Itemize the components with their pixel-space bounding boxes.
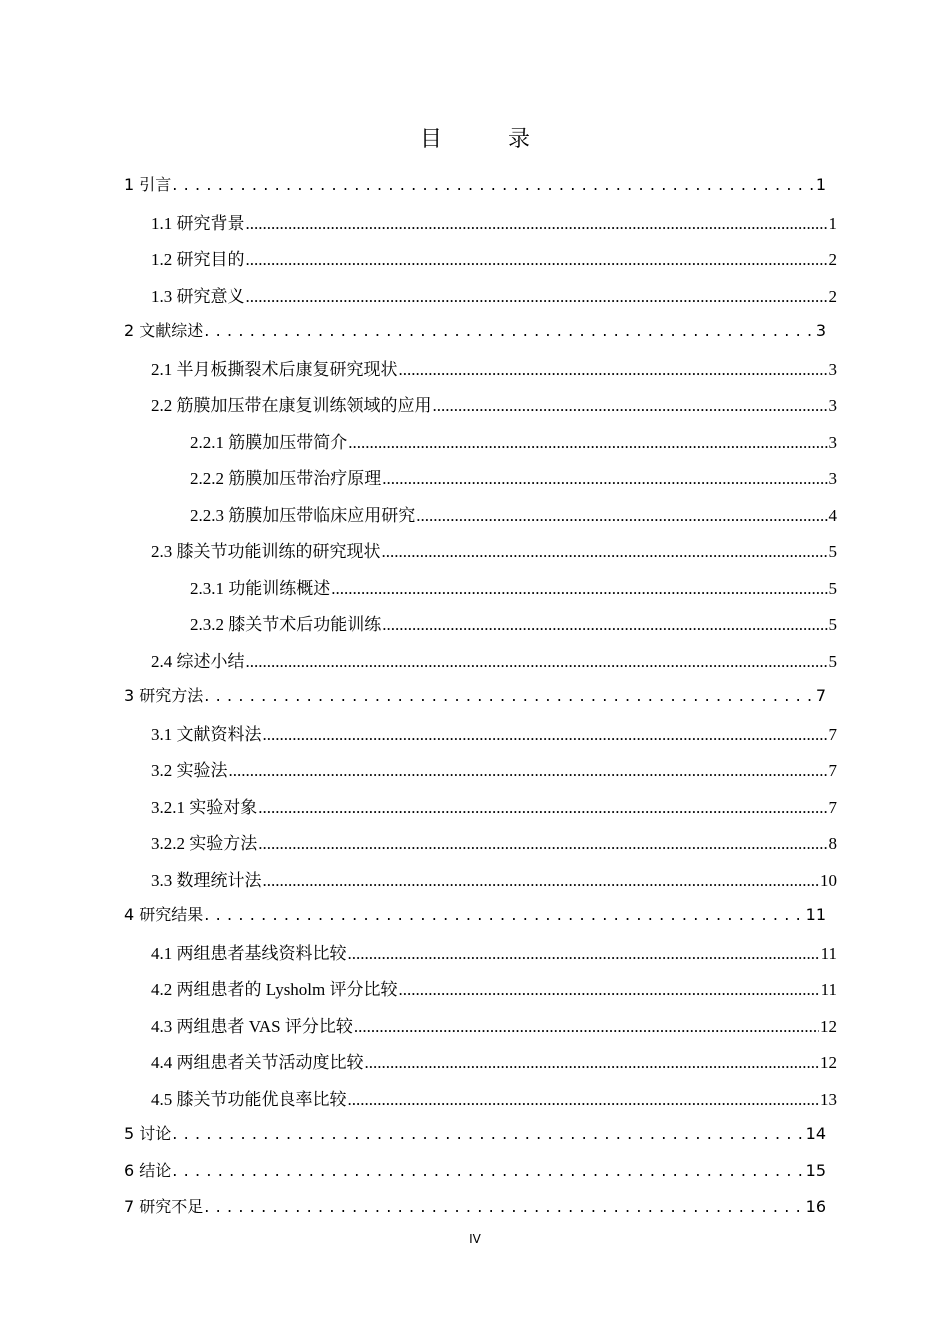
toc-entry[interactable] xyxy=(124,902,826,932)
toc-entry-page-number: 2 xyxy=(828,250,837,269)
toc-leader-dots xyxy=(382,615,827,635)
toc-entry-label: 2.2.3 筋膜加压带临床应用研究 xyxy=(190,505,416,525)
toc-entry-label: 1.1 研究背景 xyxy=(151,213,245,233)
toc-entry[interactable] xyxy=(190,501,837,531)
toc-entry-label: 3.2 实验法 xyxy=(151,761,228,780)
toc-entry[interactable] xyxy=(151,1048,837,1078)
toc-entry-label: 4.2 两组患者的 Lysholm 评分比较 xyxy=(151,980,398,999)
toc-entry-label: 5 讨论 xyxy=(124,1124,172,1143)
toc-leader-dots xyxy=(172,1124,804,1143)
toc-leader-dots xyxy=(348,944,820,964)
toc-entry-label: 2.2.1 筋膜加压带简介 xyxy=(190,432,348,452)
toc-entry-label: 2.2.2 筋膜加压带治疗原理 xyxy=(190,469,382,488)
toc-entry-page-number: 15 xyxy=(805,1160,826,1180)
toc-entry-label: 3.3 数理统计法 xyxy=(151,870,262,890)
toc-entry-page-number: 5 xyxy=(828,651,837,671)
toc-entry[interactable] xyxy=(151,720,837,750)
toc-leader-dots xyxy=(354,1017,819,1037)
toc-leader-dots xyxy=(204,321,815,340)
toc-leader-dots xyxy=(204,905,804,924)
toc-entry-label: 2.2 筋膜加压带在康复训练领域的应用 xyxy=(151,396,432,415)
toc-leader-dots xyxy=(433,396,828,416)
toc-leader-dots xyxy=(416,506,827,526)
toc-entry-page-number: 7 xyxy=(828,797,837,817)
toc-entry-page-number: 2 xyxy=(828,286,837,306)
toc-entry-page-number: 7 xyxy=(828,761,837,780)
toc-entry-page-number: 1 xyxy=(815,175,826,194)
toc-leader-dots xyxy=(263,725,828,745)
toc-entry-page-number: 7 xyxy=(828,724,837,744)
toc-leader-dots xyxy=(263,871,820,891)
toc-entry[interactable] xyxy=(124,1158,826,1188)
toc-entry[interactable] xyxy=(151,939,837,969)
toc-entry[interactable] xyxy=(190,464,837,494)
toc-entry-label: 7 研究不足 xyxy=(124,1197,204,1216)
toc-leader-dots xyxy=(172,1161,804,1180)
toc-entry-page-number: 3 xyxy=(828,432,837,452)
toc-entry-label: 4.3 两组患者 VAS 评分比较 xyxy=(151,1016,353,1036)
toc-entry-label: 3 研究方法 xyxy=(124,686,204,705)
toc-entry-label: 2 文献综述 xyxy=(124,321,204,340)
toc-entry-label: 2.3.1 功能训练概述 xyxy=(190,578,331,598)
toc-entry-page-number: 14 xyxy=(805,1124,826,1143)
toc-entry[interactable] xyxy=(151,647,837,677)
toc-entry[interactable] xyxy=(151,282,837,312)
toc-entry[interactable] xyxy=(151,756,837,786)
toc-entry-page-number: 7 xyxy=(815,686,826,705)
toc-entry[interactable] xyxy=(151,391,837,421)
toc-leader-dots xyxy=(382,542,828,562)
toc-entry-label: 4.4 两组患者关节活动度比较 xyxy=(151,1053,364,1072)
toc-entry-page-number: 1 xyxy=(828,213,837,233)
toc-leader-dots xyxy=(246,287,828,307)
toc-entry-page-number: 11 xyxy=(805,905,826,924)
toc-entry-page-number: 5 xyxy=(828,615,837,634)
toc-leader-dots xyxy=(204,1197,804,1216)
toc-entry[interactable] xyxy=(124,318,826,348)
toc-entry[interactable] xyxy=(124,1194,826,1224)
toc-leader-dots xyxy=(172,175,815,194)
toc-entry[interactable] xyxy=(151,866,837,896)
toc-leader-dots xyxy=(348,433,827,453)
toc-entry-label: 6 结论 xyxy=(124,1160,172,1180)
toc-entry-page-number: 4 xyxy=(828,505,837,525)
toc-entry[interactable] xyxy=(190,428,837,458)
toc-entry-page-number: 12 xyxy=(820,1016,837,1036)
toc-entry[interactable] xyxy=(151,829,837,859)
toc-entry-label: 3.2.1 实验对象 xyxy=(151,797,258,817)
toc-entry-label: 2.4 综述小结 xyxy=(151,651,245,671)
toc-leader-dots xyxy=(246,250,828,270)
toc-entry-label: 1 引言 xyxy=(124,175,172,194)
toc-entry-label: 4.5 膝关节功能优良率比较 xyxy=(151,1089,347,1109)
toc-entry[interactable] xyxy=(190,574,837,604)
footer-page-number: IV xyxy=(469,1232,481,1246)
toc-entry[interactable] xyxy=(151,975,837,1005)
toc-entry-page-number: 8 xyxy=(828,834,837,853)
toc-entry-page-number: 11 xyxy=(820,943,837,963)
page-title: 目 录 xyxy=(419,127,552,152)
toc-entry[interactable] xyxy=(151,245,837,275)
toc-entry-page-number: 11 xyxy=(820,980,837,999)
toc-leader-dots xyxy=(229,761,828,781)
toc-leader-dots xyxy=(348,1090,820,1110)
toc-entry-page-number: 16 xyxy=(805,1197,826,1216)
toc-entry-label: 2.3 膝关节功能训练的研究现状 xyxy=(151,542,381,561)
toc-leader-dots xyxy=(365,1053,820,1073)
toc-leader-dots xyxy=(382,469,827,489)
toc-entry-label: 1.3 研究意义 xyxy=(151,286,245,306)
toc-leader-dots xyxy=(258,834,827,854)
toc-entry-page-number: 3 xyxy=(828,396,837,415)
toc-entry-page-number: 10 xyxy=(820,870,837,890)
toc-entry-page-number: 5 xyxy=(828,542,837,561)
toc-entry[interactable] xyxy=(124,1121,826,1151)
toc-leader-dots xyxy=(258,798,827,818)
toc-entry[interactable] xyxy=(151,209,837,239)
toc-entry[interactable] xyxy=(124,683,826,713)
toc-leader-dots xyxy=(399,980,820,1000)
toc-entry[interactable] xyxy=(190,610,837,640)
toc-entry-label: 4.1 两组患者基线资料比较 xyxy=(151,943,347,963)
toc-entry[interactable] xyxy=(124,172,826,202)
toc-entry-label: 1.2 研究目的 xyxy=(151,250,245,269)
toc-entry[interactable] xyxy=(151,355,837,385)
toc-entry-page-number: 3 xyxy=(815,321,826,340)
toc-entry-page-number: 12 xyxy=(820,1053,837,1072)
toc-leader-dots xyxy=(246,652,828,672)
toc-entry-label: 3.1 文献资料法 xyxy=(151,724,262,744)
toc-entry[interactable] xyxy=(151,1085,837,1115)
toc-entry-page-number: 13 xyxy=(820,1089,837,1109)
toc-entry[interactable] xyxy=(151,537,837,567)
toc-entry[interactable] xyxy=(151,1012,837,1042)
toc-entry[interactable] xyxy=(151,793,837,823)
toc-entry-page-number: 5 xyxy=(828,578,837,598)
toc-entry-label: 3.2.2 实验方法 xyxy=(151,834,258,853)
toc-entry-label: 4 研究结果 xyxy=(124,905,204,924)
toc-entry-label: 2.1 半月板撕裂术后康复研究现状 xyxy=(151,359,398,379)
toc-entry-page-number: 3 xyxy=(828,359,837,379)
toc-leader-dots xyxy=(399,360,828,380)
toc-entry-page-number: 3 xyxy=(828,469,837,488)
toc-leader-dots xyxy=(331,579,827,599)
toc-entry-label: 2.3.2 膝关节术后功能训练 xyxy=(190,615,382,634)
toc-leader-dots xyxy=(246,214,828,234)
toc-leader-dots xyxy=(204,686,815,705)
